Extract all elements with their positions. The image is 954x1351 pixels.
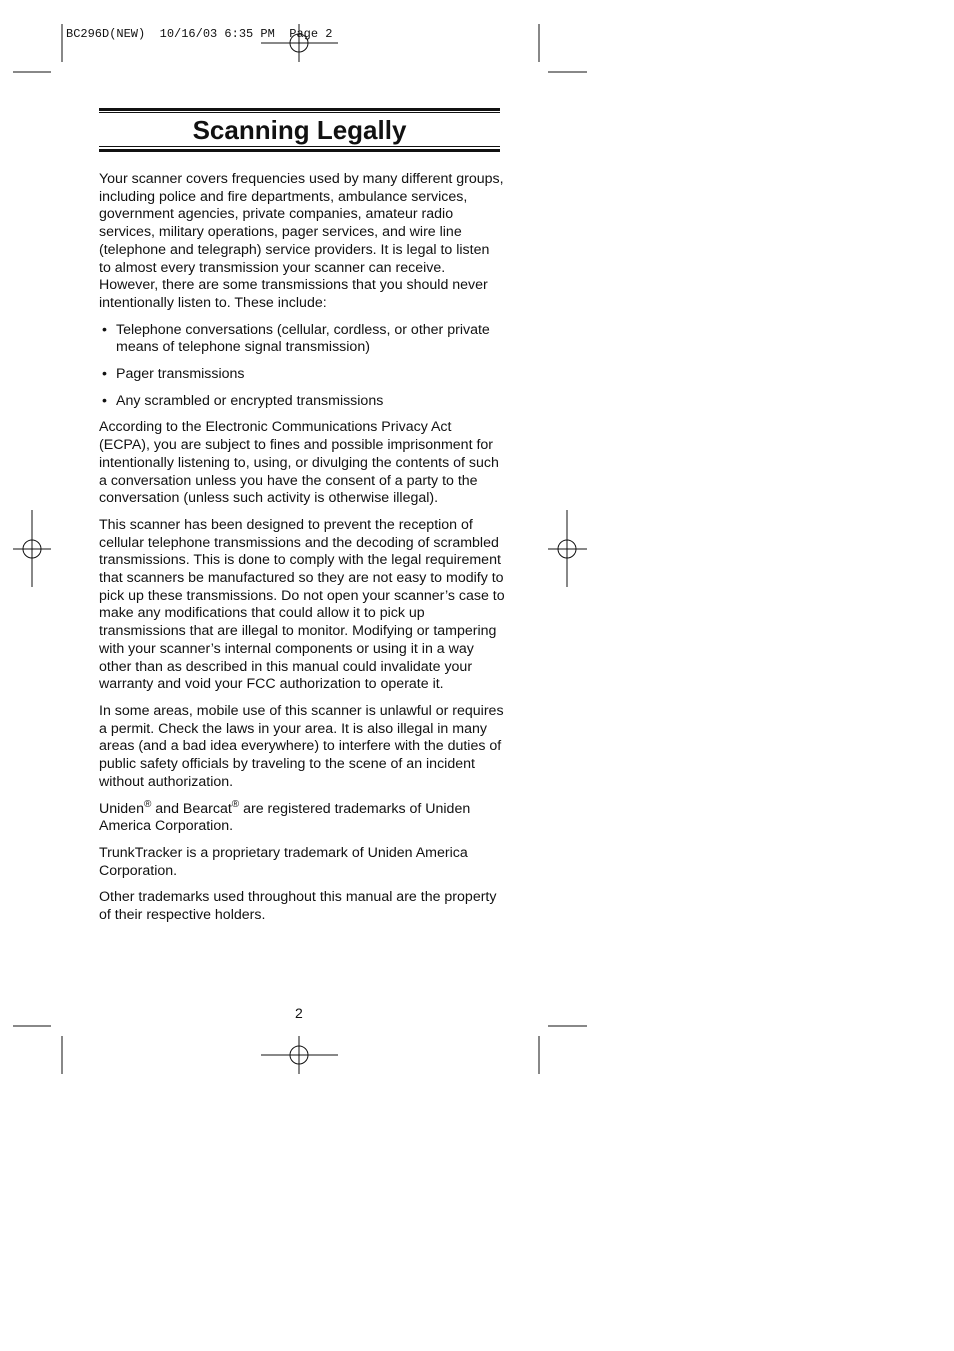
list-item: • Any scrambled or encrypted transmissions	[102, 392, 384, 409]
title-rule-top-thick	[99, 108, 500, 111]
title-rule-top-thin	[99, 112, 500, 113]
title-rule-bottom-thick	[99, 149, 500, 152]
section-header	[99, 108, 500, 152]
bullet-marker: •	[102, 321, 107, 338]
registration-mark-bottom	[261, 1036, 338, 1074]
prohibited-transmissions-list	[99, 322, 505, 411]
list-item: • Pager transmissions	[102, 366, 245, 383]
design-paragraph: This scanner has been designed to prevent the reception of cellular telephone transmissions and the decoding of scrambled transmissions. This is done to comply with the legal requirement that scanners be manufactured so they are not easy to modify to pick up these transmissions. Do not open your scanner’s case to make any modifications that could allow it to pick up transmissions that are illegal to monitor. Modifying or tampering with your scanner’s internal components or using it in a way other than as described in this manual could invalidate your warranty and void your FCC authorization to operate it.	[99, 516, 505, 693]
registration-mark-left	[13, 510, 51, 587]
bullet-marker: •	[102, 392, 107, 409]
registered-mark: ®	[231, 798, 240, 810]
other-trademarks-paragraph: Other trademarks used throughout this manual are the property of their respective holders.	[99, 889, 497, 924]
body-text	[99, 171, 505, 934]
page-title: Scanning Legally	[192, 115, 407, 145]
trunktracker-paragraph: TrunkTracker is a proprietary trademark of Uniden America Corporation.	[99, 844, 468, 879]
registration-mark-right	[548, 510, 587, 587]
print-slug: BC296D(NEW) 10/16/03 6:35 PM Page 2	[66, 27, 333, 41]
registration-mark-top	[261, 24, 338, 62]
mobile-use-paragraph: In some areas, mobile use of this scanner is unlawful or requires a permit. Check the laws in your area. It is also illegal in many areas (and a bad idea everywhere) to interfere with the duties of public safety officials by traveling to the scene of an incident without authorization.	[99, 702, 504, 790]
registered-mark: ®	[143, 798, 152, 810]
title-rule-bottom-thin	[99, 146, 500, 147]
bullet-marker: •	[102, 366, 107, 383]
ecpa-paragraph: According to the Electronic Communications Privacy Act (ECPA), you are subject to fines and possible imprisonment for intentionally listening to, using, or divulging the contents of such a conversation unless you have the consent of a party to the conversation (unless such activity is otherwise illegal).	[99, 419, 499, 507]
trademark-paragraph: Uniden® and Bearcat® are registered trademarks of Uniden America Corporation.	[99, 798, 471, 835]
page-number: 2	[295, 1005, 303, 1021]
intro-paragraph: Your scanner covers frequencies used by many different groups, including police and fire departments, ambulance services, government agencies, private companies, amateur radio services, military operations, pager services, and wire line (telephone and telegraph) service providers. It is legal to listen to almost every transmission your scanner can receive. However, there are some transmissions that you should never intentionally listen to. These include:	[99, 171, 504, 311]
list-item: • Telephone conversations (cellular, cordless, or other private means of telephone signal transmission)	[102, 321, 490, 356]
